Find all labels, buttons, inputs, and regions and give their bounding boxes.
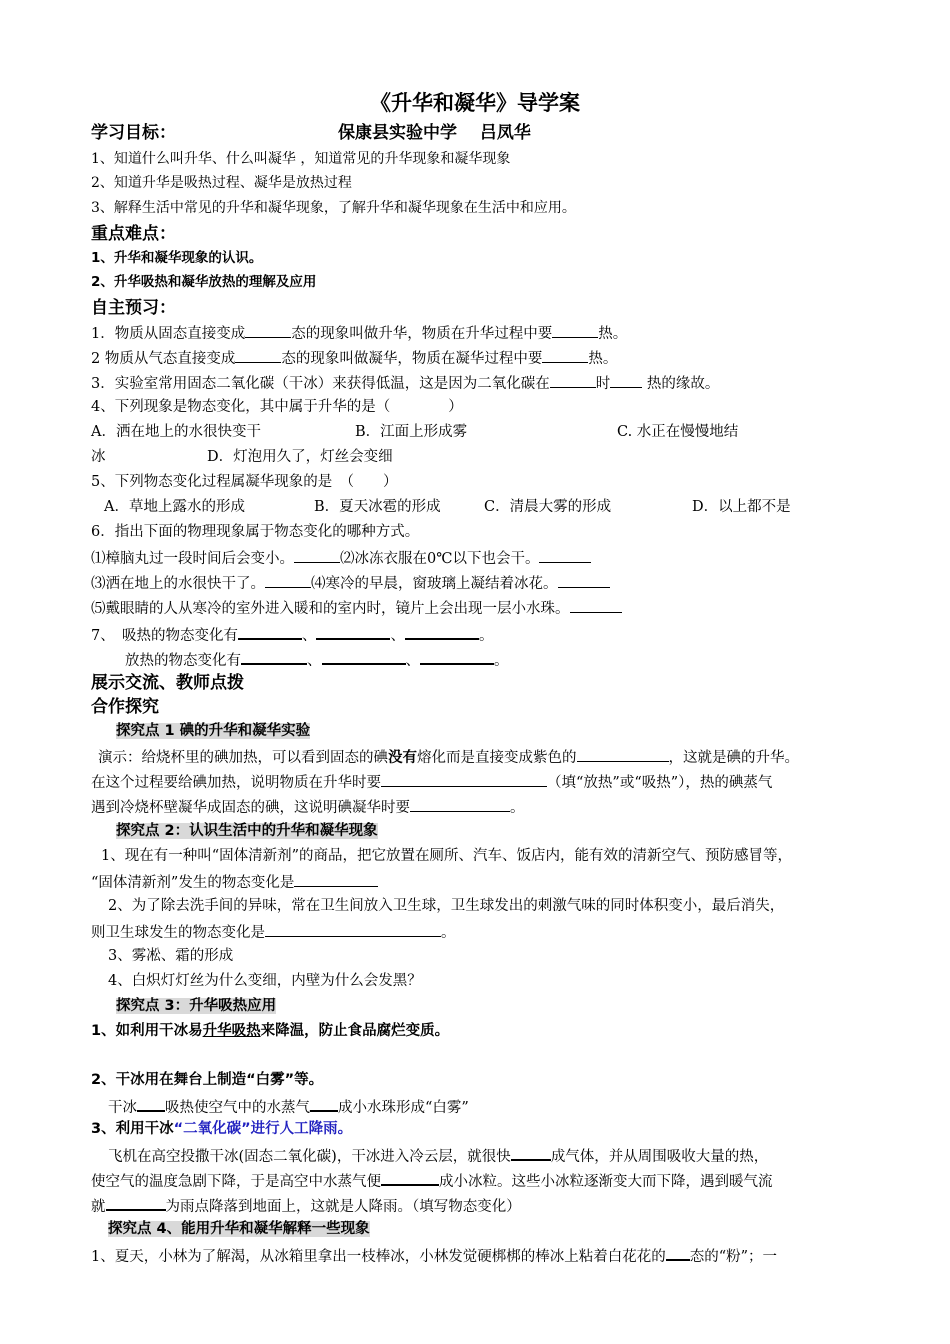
preview-q2: 2 物质从气态直接变成 态的现象叫做凝华，物质在凝华过程中要 热。 <box>91 348 617 368</box>
blank[interactable] <box>558 573 610 588</box>
inquiry-3-line7: 就 为雨点降落到地面上，这就是人降雨。（填写物态变化） <box>91 1195 521 1216</box>
cooperate-heading: 合作探究 <box>91 697 159 717</box>
show-heading: 展示交流、教师点拨 <box>91 673 244 693</box>
blank[interactable] <box>539 548 591 563</box>
inquiry-2-line4: 则卫生球发生的物态变化是 。 <box>91 922 456 942</box>
blank[interactable] <box>405 624 479 640</box>
blank[interactable] <box>294 548 340 563</box>
objectives-heading: 学习目标： <box>91 123 176 143</box>
blank[interactable] <box>542 348 588 363</box>
preview-q1: 1．物质从固态直接变成 态的现象叫做升华，物质在升华过程中要 热。 <box>91 323 627 343</box>
preview-q4-options: A．洒在地上的水很快变干 B．江面上形成雾 C. 水正在慢慢地结 <box>91 424 739 440</box>
preview-q7-release: 放热的物态变化有 、 、 。 <box>125 649 509 670</box>
blank[interactable] <box>570 598 622 613</box>
inquiry-3-title: 探究点 3：升华吸热应用 <box>116 998 277 1014</box>
preview-q6: 6．指出下面的物理现象属于物态变化的哪种方式。 <box>91 524 420 540</box>
preview-q6-line3: ⑸戴眼睛的人从寒冷的室外进入暖和的室内时，镜片上会出现一层小水珠。 <box>91 598 622 618</box>
inquiry-3-line2: 2、干冰用在舞台上制造“白雾”等。 <box>91 1072 324 1088</box>
blank[interactable] <box>511 1145 551 1161</box>
inquiry-1-line1: 演示：给烧杯里的碘加热，可以看到固态的碘没有熔化而是直接变成紫色的 ，这就是碘的升华。 <box>98 747 799 767</box>
preview-q3: 3．实验室常用固态二氧化碳（干冰）来获得低温，这是因为二氧化碳在 时 热的缘故。 <box>91 373 719 393</box>
preview-q5: 5、下列物态变化过程属凝华现象的是 （ ） <box>91 474 398 490</box>
inquiry-2-line2: “固体清新剂”发生的物态变化是 <box>91 872 378 892</box>
blank[interactable] <box>310 1096 338 1112</box>
inquiry-3-line5: 飞机在高空投撒干冰(固态二氧化碳)，干冰进入冷云层，就很快 成气体，并从周围吸收大量的热， <box>108 1145 768 1166</box>
inquiry-4-line1: 1、夏天，小林为了解渴，从冰箱里拿出一枝棒冰，小林发觉硬梆梆的棒冰上粘着白花花的 态的“粉”；一 <box>91 1245 777 1266</box>
blank[interactable] <box>420 649 494 665</box>
preview-q4-options-2: 冰 D．灯泡用久了，灯丝会变细 <box>91 449 393 465</box>
preview-q4: 4、下列现象是物态变化，其中属于升华的是（ ） <box>91 399 463 415</box>
inquiry-1-title: 探究点 1 碘的升华和凝华实验 <box>116 723 311 739</box>
inquiry-2-title: 探究点 2：认识生活中的升华和凝华现象 <box>116 823 378 839</box>
blank[interactable] <box>316 624 390 640</box>
preview-q7-absorb: 7、 吸热的物态变化有 、 、 。 <box>91 624 493 645</box>
blank[interactable] <box>241 649 307 665</box>
inquiry-1-line3: 遇到冷烧杯壁凝华成固态的碘，这说明碘凝华时要 。 <box>91 797 525 817</box>
keypoint-1: 1、升华和凝华现象的认识。 <box>91 250 263 266</box>
blank[interactable] <box>410 797 510 812</box>
blank[interactable] <box>265 573 311 588</box>
author-line: 保康县实验中学 吕凤华 <box>338 123 531 143</box>
preview-q5-options: A．草地上露水的形成 B．夏天冰雹的形成 C．清晨大雾的形成 D．以上都不是 <box>104 499 791 515</box>
inquiry-2-line1: 1、现在有一种叫“固体清新剂”的商品，把它放置在厕所、汽车、饭店内，能有效的清新空气、预防感冒等， <box>101 848 793 864</box>
blank[interactable] <box>322 649 406 665</box>
objective-2: 2、知道升华是吸热过程、凝华是放热过程 <box>91 175 352 191</box>
preview-q6-line1: ⑴樟脑丸过一段时间后会变小。 ⑵冰冻衣服在0℃以下也会干。 <box>91 548 591 568</box>
blank[interactable] <box>610 373 642 388</box>
page-title: 《升华和凝华》导学案 <box>370 91 580 115</box>
blank[interactable] <box>238 624 302 640</box>
keypoints-heading: 重点难点： <box>91 224 176 244</box>
blank[interactable] <box>106 1195 166 1211</box>
preview-heading: 自主预习： <box>91 298 176 318</box>
inquiry-3-line3: 干冰 吸热使空气中的水蒸气 成小水珠形成“白雾” <box>108 1096 469 1117</box>
preview-q6-line2: ⑶洒在地上的水很快干了。 ⑷寒冷的早晨，窗玻璃上凝结着冰花。 <box>91 573 610 593</box>
blank[interactable] <box>137 1096 165 1112</box>
inquiry-2-line6: 4、白炽灯灯丝为什么变细，内壁为什么会发黑？ <box>108 973 422 989</box>
inquiry-2-line5: 3、雾凇、霜的形成 <box>108 948 234 964</box>
objective-3: 3、解释生活中常见的升华和凝华现象，了解升华和凝华现象在生活中和应用。 <box>91 200 576 216</box>
inquiry-2-line3: 2、为了除去洗手间的异味，常在卫生间放入卫生球，卫生球发出的刺激气味的同时体积变小，最后消失， <box>108 898 785 914</box>
inquiry-3-line4: 3、利用干冰“二氧化碳”进行人工降雨。 <box>91 1121 353 1137</box>
inquiry-3-line1: 1、如利用干冰易升华吸热来降温，防止食品腐烂变质。 <box>91 1023 450 1039</box>
inquiry-1-line2: 在这个过程要给碘加热，说明物质在升华时要 （填“放热”或“吸热”），热的碘蒸气 <box>91 772 772 792</box>
blank[interactable] <box>577 747 669 762</box>
inquiry-4-title: 探究点 4、能用升华和凝华解释一些现象 <box>108 1221 370 1237</box>
blank[interactable] <box>381 1170 439 1186</box>
blank[interactable] <box>265 922 441 937</box>
blank[interactable] <box>294 872 378 887</box>
keypoint-2: 2、升华吸热和凝华放热的理解及应用 <box>91 274 317 290</box>
blank[interactable] <box>381 772 547 787</box>
blank[interactable] <box>552 323 598 338</box>
blank[interactable] <box>245 323 291 338</box>
inquiry-3-line6: 使空气的温度急剧下降，于是高空中水蒸气便 成小冰粒。这些小冰粒逐渐变大而下降，遇到暖气流 <box>91 1170 773 1191</box>
blank[interactable] <box>550 373 596 388</box>
objective-1: 1、知道什么叫升华、什么叫凝华 ，知道常见的升华现象和凝华现象 <box>91 151 511 167</box>
blank[interactable] <box>235 348 281 363</box>
blank[interactable] <box>666 1245 690 1261</box>
